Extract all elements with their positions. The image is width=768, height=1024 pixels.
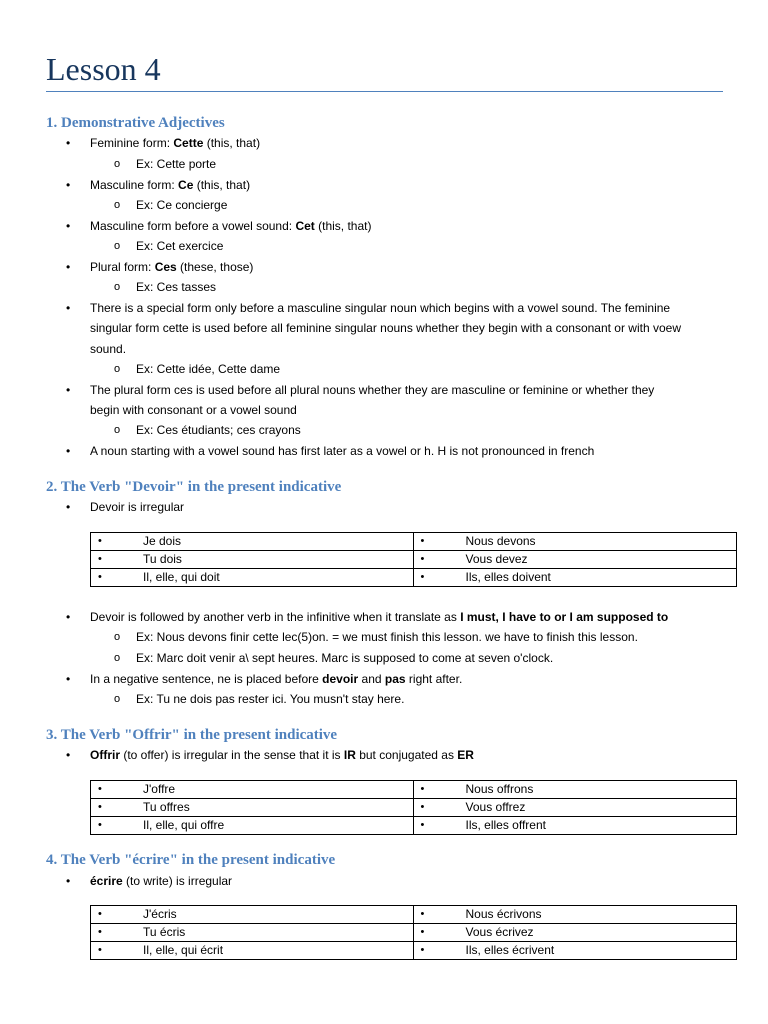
bullet-icon: • [66,610,71,624]
table-row [91,924,737,942]
table-row [91,799,737,817]
bullet-icon: • [66,136,71,150]
table-row [91,551,737,569]
table-cell: • Tu offres [91,799,414,817]
table-row [91,781,737,799]
table-row [91,817,737,835]
table-cell: • Il, elle, qui doit [91,569,414,587]
conjugation-table-offrir [90,780,737,835]
circle-bullet-icon: o [114,240,121,252]
title-rule [46,91,723,92]
table-row [91,533,737,551]
table-cell: • Ils, elles offrent [413,817,737,835]
table-cell: • Nous devons [413,533,737,551]
bullet-icon: • [66,219,71,233]
table-cell: • Je dois [91,533,414,551]
table-cell: • J'offre [91,781,414,799]
table-row [91,942,737,960]
table-row [91,569,737,587]
table-cell: • Nous offrons [413,781,737,799]
bullet-icon: • [66,500,71,514]
bullet-icon: • [66,301,71,315]
bullet-icon: • [66,444,71,458]
circle-bullet-icon: o [114,199,121,211]
bullet-icon: • [66,383,71,397]
table-cell: • Ils, elles doivent [413,569,737,587]
circle-bullet-icon: o [114,631,121,643]
table-cell: • Vous écrivez [413,924,737,942]
table-cell: • Tu dois [91,551,414,569]
table-cell: • Ils, elles écrivent [413,942,737,960]
table-cell: • Il, elle, qui écrit [91,942,414,960]
table-cell: • Il, elle, qui offre [91,817,414,835]
bullet-icon: • [66,672,71,686]
document-page: Lesson 4 1. Demonstrative Adjectives • Feminine form: Cette (this, that) o Ex: Cette porte • Masculine form: Ce (this, that) o Ex: Ce concierge • Masculine form before a vowel sound: Cet (this, that) o Ex: Cet exercice • Plural form: Ces (these, those) o Ex: Ces tasses • There is a special form only before a masculine singular noun which begins with a vowel sound. The feminine singular form cette is used before all feminine singular nouns whether they begin with a consonant or with voew sound. o Ex: Cette idée, Cette dame • The plural form ces is used before all plural nouns whether they are masculine or feminine or whether they begin with consonant or a vowel sound o Ex: Ces étudiants; ces crayons • A noun starting with a vowel sound has first later as a vowel or h. H is not pronounced in french 2. The Verb "Devoir" in the present indicative • Devoir is irregular • Je dois • Nous devons • Tu dois • Vous devez • Il, elle, qui doit • Ils, elles doivent • Devoir is followed by another verb in the infinitive when it translate as I must, I have to or I am supposed to o Ex: Nous devons finir cette lec(5)on. = we must finish this lesson. we have to finish this lesson. o Ex: Marc doit venir a\ sept heures. Marc is supposed to come at seven o'clock. • In a negative sentence, ne is placed before devoir and pas right after. o Ex: Tu ne dois pas rester ici. You musn't stay here. 3. The Verb "Offrir" in the present indicative • Offrir (to offer) is irregular in the sense that it is IR but conjugated as ER • J'offre • Nous offrons • Tu offres • Vous offrez • Il, elle, qui offre • Ils, elles offrent 4. The Verb "écrire" in the present indicative • écrire (to write) is irregular • J'écris • Nous écrivons • Tu écris • Vous écrivez • Il, elle, qui écrit • Ils, elles écrivent [0,0,768,1024]
circle-bullet-icon: o [114,693,121,705]
bullet-icon: • [66,874,71,888]
bullet-icon: • [66,748,71,762]
table-row [91,906,737,924]
table-cell: • J'écris [91,906,414,924]
circle-bullet-icon: o [114,652,121,664]
section-heading: 3. The Verb "Offrir" in the present indicative [46,727,338,743]
circle-bullet-icon: o [114,424,121,436]
table-cell: • Nous écrivons [413,906,737,924]
circle-bullet-icon: o [114,281,121,293]
table-cell: • Tu écris [91,924,414,942]
section-heading: 1. Demonstrative Adjectives [46,115,225,131]
circle-bullet-icon: o [114,363,121,375]
conjugation-table-devoir [90,532,737,587]
bullet-icon: • [66,178,71,192]
section-heading: 2. The Verb "Devoir" in the present indicative [46,479,342,495]
bullet-icon: • [66,260,71,274]
page-title: Lesson 4 [46,51,161,87]
table-cell: • Vous devez [413,551,737,569]
circle-bullet-icon: o [114,158,121,170]
conjugation-table-ecrire [90,905,737,960]
section-heading: 4. The Verb "écrire" in the present indicative [46,852,336,868]
table-cell: • Vous offrez [413,799,737,817]
